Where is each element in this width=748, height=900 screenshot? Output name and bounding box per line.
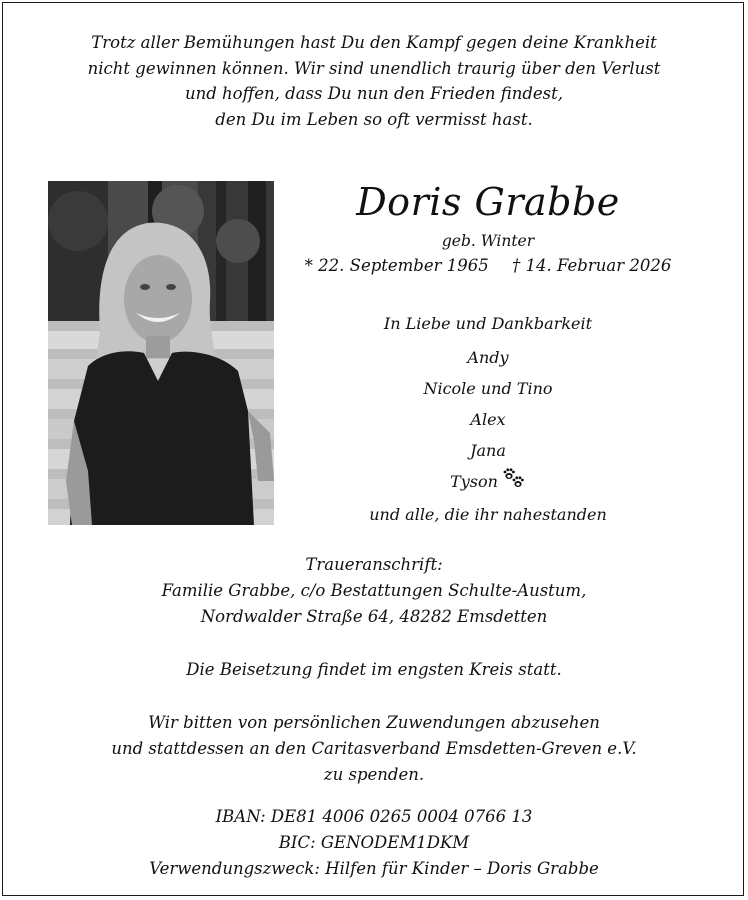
portrait-photo (48, 181, 274, 525)
address-block (0, 552, 748, 630)
mourners-closing: und alle, die ihr nahestanden (369, 504, 607, 524)
deceased-block (288, 180, 688, 275)
life-dates (288, 256, 688, 275)
intro-line: Trotz aller Bemühungen hast Du den Kampf gegen deine Krankheit (91, 33, 657, 52)
intro-line: den Du im Leben so oft vermisst hast. (215, 109, 533, 129)
mourner-name: Alex (470, 410, 506, 429)
mourners-block (288, 314, 688, 530)
bank-block (0, 804, 748, 882)
maiden-name: geb. Winter (441, 232, 535, 250)
burial-line: Die Beisetzung findet im engsten Kreis statt. (186, 660, 562, 679)
address-line: Nordwalder Straße 64, 48282 Emsdetten (200, 607, 548, 626)
intro-line: und hoffen, dass Du nun den Frieden findest, (184, 84, 564, 103)
donation-line: Wir bitten von persönlichen Zuwendungen abzusehen (148, 713, 600, 732)
paw-prints-icon (502, 467, 526, 499)
mourner-name: Andy (467, 348, 509, 367)
intro-text (0, 30, 748, 132)
bank-line: IBAN: DE81 4006 0265 0004 0766 13 (215, 807, 533, 826)
death-date: † 14. Februar 2026 (512, 256, 672, 275)
mourner-tyson-row (288, 466, 688, 499)
mourners-lead: In Liebe und Dankbarkeit (383, 314, 593, 333)
burial-notice (0, 657, 748, 683)
address-line: Traueranschrift: (305, 555, 443, 574)
mourner-name: Jana (470, 441, 506, 460)
donation-line: zu spenden. (323, 765, 425, 784)
donation-block (0, 710, 748, 788)
mourner-name: Nicole und Tino (423, 379, 553, 398)
donation-line: und stattdessen an den Caritasverband Emsdetten-Greven e.V. (111, 739, 637, 758)
bank-line: Verwendungszweck: Hilfen für Kinder – Doris Grabbe (149, 859, 599, 878)
address-line: Familie Grabbe, c/o Bestattungen Schulte-Austum, (161, 581, 587, 600)
mourner-name: Tyson (450, 472, 498, 491)
bank-line: BIC: GENODEM1DKM (278, 833, 470, 852)
intro-line: nicht gewinnen können. Wir sind unendlich traurig über den Verlust (87, 58, 661, 78)
deceased-name: Doris Grabbe (356, 180, 620, 224)
birth-date: * 22. September 1965 (304, 256, 489, 275)
